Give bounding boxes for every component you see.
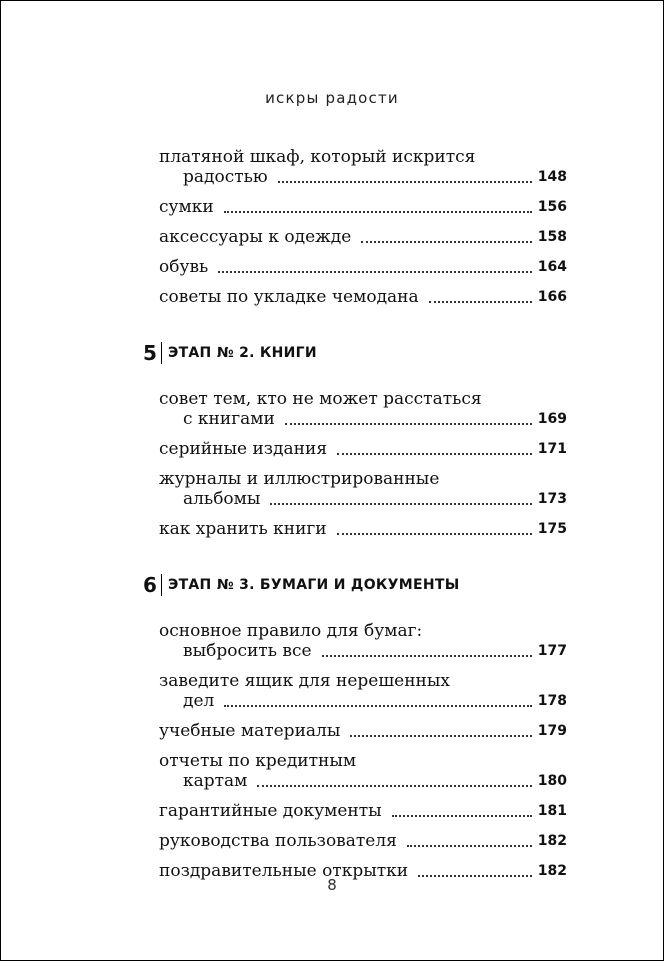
toc-entry[interactable]	[159, 257, 567, 277]
dot-leader	[224, 704, 531, 707]
entry-title-line: сумки	[159, 197, 214, 217]
entry-title-line: совет тем, кто не может расстаться	[159, 389, 482, 409]
toc-entry[interactable]	[159, 197, 567, 217]
entry-title-line: основное правило для бумаг:	[159, 621, 423, 641]
toc-entry[interactable]	[159, 227, 567, 247]
toc-entry[interactable]	[159, 831, 567, 851]
entry-page-number: 164	[537, 259, 567, 275]
dot-leader	[322, 654, 532, 657]
entry-page-number: 179	[537, 723, 567, 739]
dot-leader	[270, 502, 531, 505]
entry-title-line: платяной шкаф, который искрится	[159, 147, 476, 167]
dot-leader	[392, 814, 532, 817]
chapter-title: ЭТАП № 2. КНИГИ	[168, 345, 317, 361]
dot-leader	[361, 240, 531, 243]
entry-title-line: учебные материалы	[159, 721, 341, 741]
dot-leader	[224, 210, 532, 213]
entry-title-line: радостью	[183, 167, 268, 187]
entry-page-number: 171	[537, 441, 567, 457]
entry-page-number: 181	[537, 803, 567, 819]
toc-entry[interactable]	[159, 439, 567, 459]
entry-title-line: альбомы	[183, 489, 261, 509]
chapter-divider	[161, 342, 162, 364]
entry-title-line: серийные издания	[159, 439, 328, 459]
entry-title-line: обувь	[159, 257, 209, 277]
entry-page-number: 158	[537, 229, 567, 245]
dot-leader	[285, 422, 532, 425]
entry-page-number: 182	[537, 833, 567, 849]
chapter-number: 5	[143, 341, 157, 365]
chapter-heading	[143, 341, 567, 365]
dot-leader	[429, 300, 532, 303]
toc-entry[interactable]	[159, 751, 567, 791]
entry-title-line: дел	[183, 691, 215, 711]
entry-title-line: поздравительные открытки	[159, 861, 409, 881]
entry-title-line: журналы и иллюстрированные	[159, 469, 440, 489]
toc-entry[interactable]	[159, 147, 567, 187]
entry-title-line: заведите ящик для нерешенных	[159, 671, 450, 691]
toc-entry[interactable]	[159, 389, 567, 429]
entry-title-line: советы по укладке чемодана	[159, 287, 419, 307]
table-of-contents	[143, 137, 567, 881]
entry-page-number: 178	[537, 693, 567, 709]
entry-page-number: 175	[537, 521, 567, 537]
toc-entry[interactable]	[159, 721, 567, 741]
entry-page-number: 169	[537, 411, 567, 427]
toc-entry[interactable]	[159, 287, 567, 307]
toc-entry[interactable]	[159, 519, 567, 539]
entry-page-number: 180	[537, 773, 567, 789]
dot-leader	[257, 784, 531, 787]
dot-leader	[337, 532, 532, 535]
entry-title-line: аксессуары к одежде	[159, 227, 352, 247]
entry-page-number: 166	[537, 289, 567, 305]
toc-entry[interactable]	[159, 469, 567, 509]
entry-page-number: 182	[537, 863, 567, 879]
entry-page-number: 156	[537, 199, 567, 215]
entry-title-line: руководства пользователя	[159, 831, 397, 851]
entry-title-line: как хранить книги	[159, 519, 327, 539]
entry-title-line: выбросить все	[183, 641, 312, 661]
chapter-title: ЭТАП № 3. БУМАГИ И ДОКУМЕНТЫ	[168, 577, 460, 593]
chapter-divider	[161, 574, 162, 596]
dot-leader	[337, 452, 532, 455]
entry-title-line: отчеты по кредитным	[159, 751, 357, 771]
dot-leader	[350, 734, 531, 737]
toc-entry[interactable]	[159, 671, 567, 711]
dot-leader	[407, 844, 532, 847]
running-head: искры радости	[265, 89, 399, 107]
entry-page-number: 173	[537, 491, 567, 507]
page-number: 8	[327, 876, 337, 894]
entry-title-line: картам	[183, 771, 248, 791]
chapter-number: 6	[143, 573, 157, 597]
entry-page-number: 177	[537, 643, 567, 659]
chapter-heading	[143, 573, 567, 597]
toc-entry[interactable]	[159, 801, 567, 821]
dot-leader	[278, 180, 532, 183]
dot-leader	[218, 270, 531, 273]
entry-title-line: с книгами	[183, 409, 275, 429]
toc-entry[interactable]	[159, 621, 567, 661]
entry-page-number: 148	[537, 169, 567, 185]
entry-title-line: гарантийные документы	[159, 801, 382, 821]
